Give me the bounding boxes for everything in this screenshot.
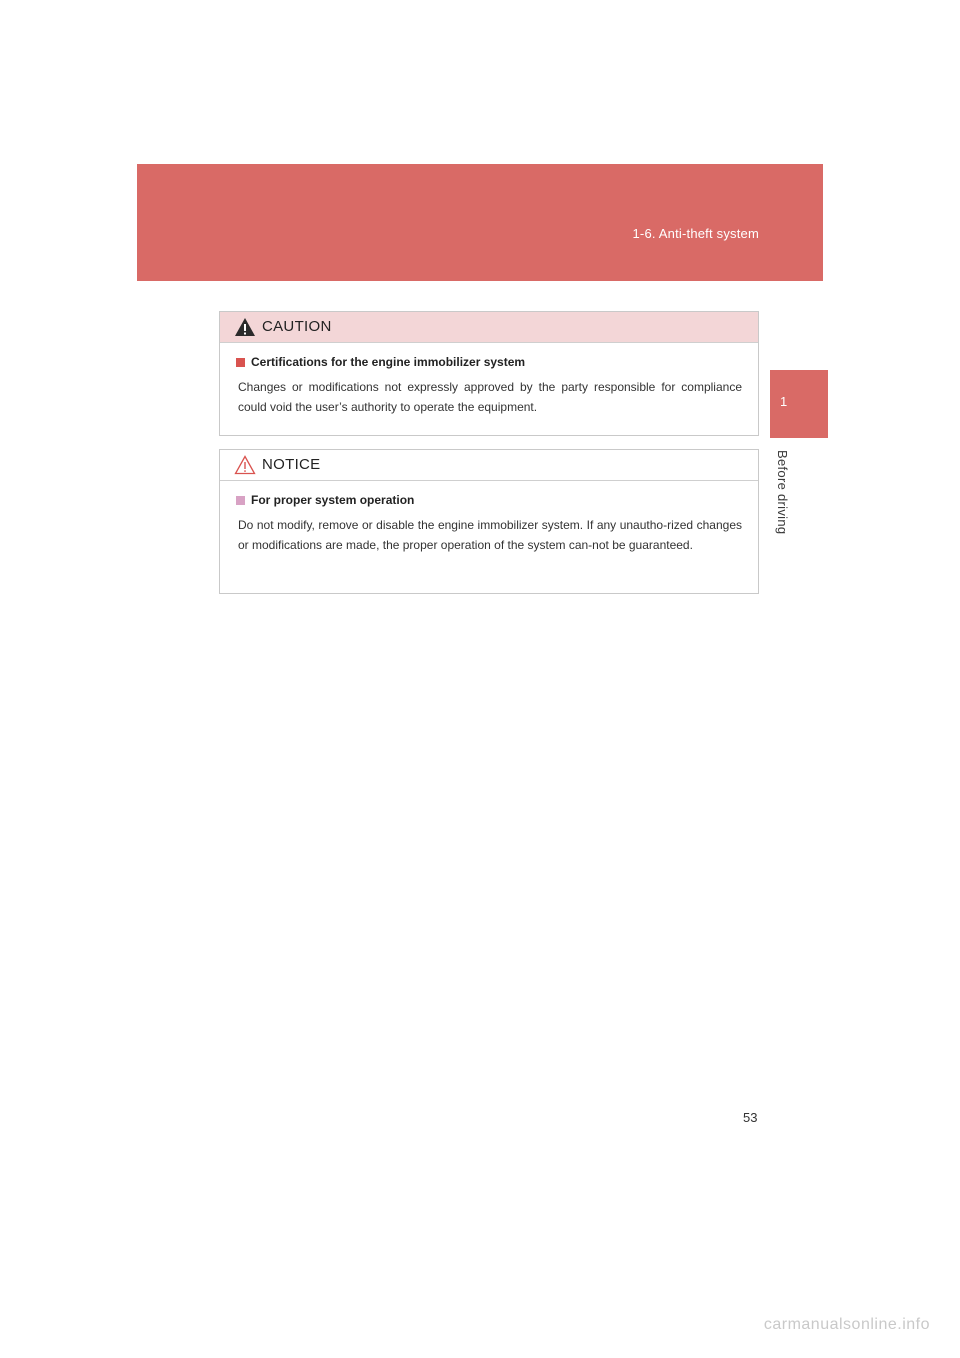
chapter-label: Before driving xyxy=(775,450,790,535)
notice-heading-text: For proper system operation xyxy=(251,493,415,507)
caution-header xyxy=(220,312,758,343)
caution-item xyxy=(220,343,758,417)
notice-box xyxy=(219,449,759,594)
square-bullet-icon xyxy=(236,496,245,505)
chapter-number: 1 xyxy=(780,394,788,409)
page-number: 53 xyxy=(743,1110,758,1125)
notice-warning-icon xyxy=(234,455,256,475)
watermark: carmanualsonline.info xyxy=(763,1316,930,1333)
caution-box xyxy=(219,311,759,436)
caution-heading-text: Certifications for the engine immobilizer system xyxy=(251,355,526,369)
header-band xyxy=(137,164,823,281)
notice-item-body: Do not modify, remove or disable the engine immobilizer system. If any unautho-rized changes or modifications are made, the proper operation of the system can-not be guaranteed. xyxy=(238,518,742,552)
notice-item xyxy=(220,481,758,555)
square-bullet-icon xyxy=(236,358,245,367)
section-title: 1-6. Anti-theft system xyxy=(632,226,759,241)
notice-item-heading xyxy=(236,493,742,507)
caution-item-body: Changes or modifications not expressly approved by the party responsible for compliance could void the user’s authority to operate the equipment. xyxy=(238,380,742,414)
notice-header xyxy=(220,450,758,481)
caution-item-heading xyxy=(236,355,742,369)
chapter-tab xyxy=(770,370,828,438)
caution-warning-icon xyxy=(234,317,256,337)
caution-title: CAUTION xyxy=(262,318,332,335)
notice-title: NOTICE xyxy=(262,456,321,473)
